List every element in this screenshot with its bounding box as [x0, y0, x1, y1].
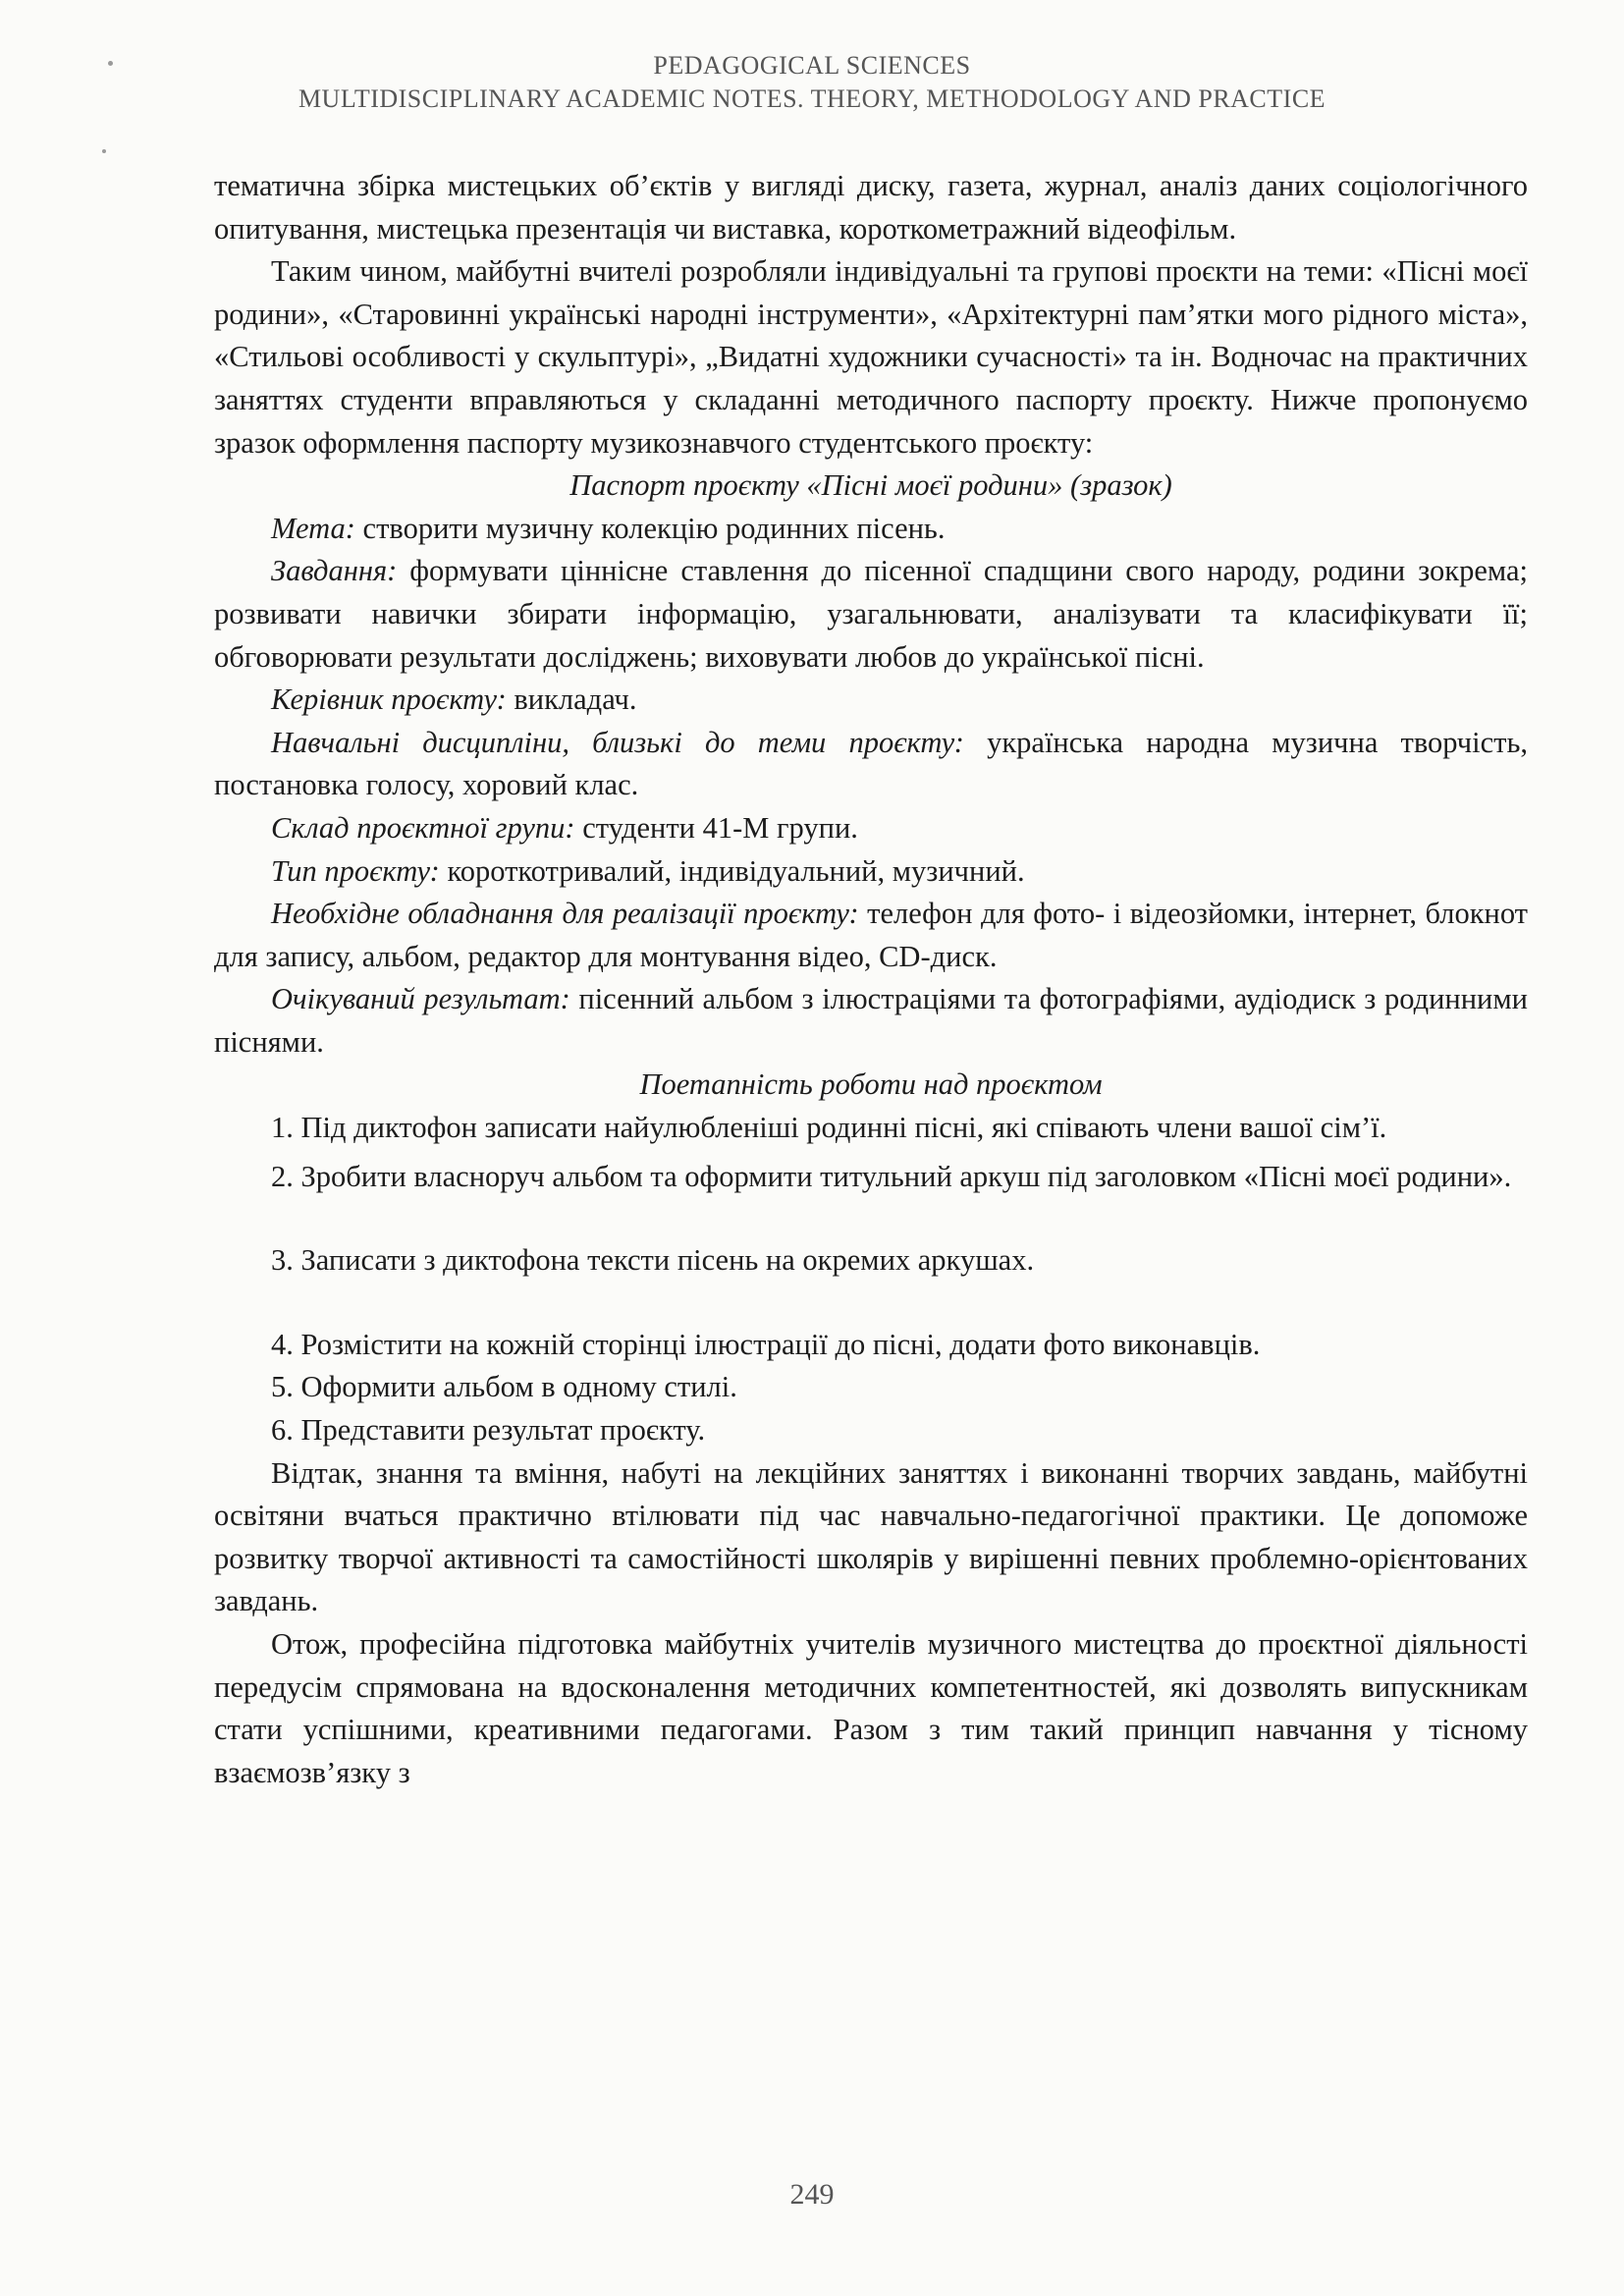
article-body — [214, 165, 1528, 1794]
page-number: 249 — [789, 2178, 835, 2211]
paragraph-conclusion: Отож, професійна підготовка майбутніх учителів музичного мистецтва до проєктної діяльності передусім спрямована на вдосконалення методичних компетентностей, які дозволять випускникам стати успішними, креативними педагогами. Разом з тим такий принцип навчання у тісному взаємозв’язку з — [214, 1627, 1528, 1789]
passport-aim — [214, 508, 1528, 551]
step-item: 4. Розмістити на кожній сторінці ілюстрації до пісні, додати фото виконавців. — [271, 1327, 1261, 1361]
leader-text: викладач. — [506, 683, 637, 717]
aim-text: створити музичну колекцію родинних пісень. — [354, 511, 946, 545]
equipment-text: телефон для фото- і відеозйомки, інтернет, блокнот для запису, альбом, редактор для монтування відео, CD-диск. — [214, 897, 1529, 973]
step-item: 5. Оформити альбом в одному стилі. — [271, 1370, 737, 1404]
paragraph-projects: Таким чином, майбутні вчителі розробляли індивідуальні та групові проєкти на теми: «Пісні моєї родини», «Старовинні українські народні інструменти», «Архітектурні пам’ятки мого рідного міста», «Стильові особливості у скульптурі», „Видатні художники сучасності» та ін. Водночас на практичних заняттях студенти вправляються у складанні методичного паспорту проєкту. Нижче пропонуємо зразок оформлення паспорту музикознавчого студентського проєкту: — [214, 254, 1528, 460]
equipment-label: Необхідне обладнання для реалізації проєкту: — [271, 897, 859, 931]
step-item: 3. Записати з диктофона тексти пісень на окремих аркушах. — [271, 1243, 1035, 1278]
type-label: Тип проєкту: — [271, 853, 440, 888]
journal-section: PEDAGOGICAL SCIENCES — [653, 51, 971, 80]
passport-disciplines — [214, 722, 1528, 807]
passport-tasks — [214, 550, 1528, 679]
paragraph-intro: тематична збірка мистецьких об’єктів у вигляді диску, газета, журнал, аналіз даних соціологічного опитування, мистецька презентація чи виставка, короткометражний відеофільм. — [214, 169, 1528, 246]
step-item: 2. Зробити власноруч альбом та оформити титульний аркуш під заголовком «Пісні моєї родини». — [271, 1159, 1512, 1193]
passport-leader — [214, 679, 1528, 722]
passport-result — [214, 978, 1528, 1064]
scan-speck — [102, 149, 106, 153]
tasks-label: Завдання: — [271, 554, 398, 588]
journal-title: MULTIDISCIPLINARY ACADEMIC NOTES. THEORY, METHODOLOGY AND PRACTICE — [298, 84, 1326, 113]
passport-group — [214, 807, 1528, 850]
group-text: студенти 41-М групи. — [574, 810, 858, 845]
step-item: 6. Представити результат проєкту. — [271, 1413, 706, 1448]
result-label: Очікуваний результат: — [271, 982, 570, 1016]
aim-label: Мета: — [271, 511, 355, 545]
paragraph-knowledge: Відтак, знання та вміння, набуті на лекційних заняттях і виконанні творчих завдань, майбутні освітяни вчаться практично втілювати під час навчально-педагогічної практики. Це допоможе розвитку творчої активності та самостійності школярів у вирішенні певних проблемно-орієнтованих завдань. — [214, 1455, 1528, 1618]
step-item: 1. Під диктофон записати найулюбленіші родинні пісні, які співають члени вашої сім’ї. — [271, 1111, 1387, 1145]
group-label: Склад проєктної групи: — [271, 810, 575, 845]
type-text: короткотривалий, індивідуальний, музичний. — [439, 853, 1025, 888]
leader-label: Керівник проєкту: — [271, 683, 507, 717]
tasks-text: формувати ціннісне ставлення до пісенної спадщини свого народу, родини зокрема; розвивати навички збирати інформацію, узагальнювати, аналізувати та класифікувати її; обговорювати результати досліджень; виховувати любов до української пісні. — [214, 554, 1528, 674]
disciplines-label: Навчальні дисципліни, близькі до теми проєкту: — [271, 725, 964, 759]
stages-title: Поетапність роботи над проєктом — [639, 1067, 1103, 1102]
passport-type — [214, 850, 1528, 894]
passport-title: Паспорт проєкту «Пісні моєї родини» (зразок) — [569, 468, 1172, 503]
result-text: пісенний альбом з ілюстраціями та фотографіями, аудіодиск з родинними піснями. — [214, 982, 1528, 1059]
running-header — [0, 49, 1624, 116]
disciplines-text: українська народна музична творчість, постановка голосу, хоровий клас. — [214, 725, 1528, 802]
passport-equipment — [214, 893, 1528, 978]
